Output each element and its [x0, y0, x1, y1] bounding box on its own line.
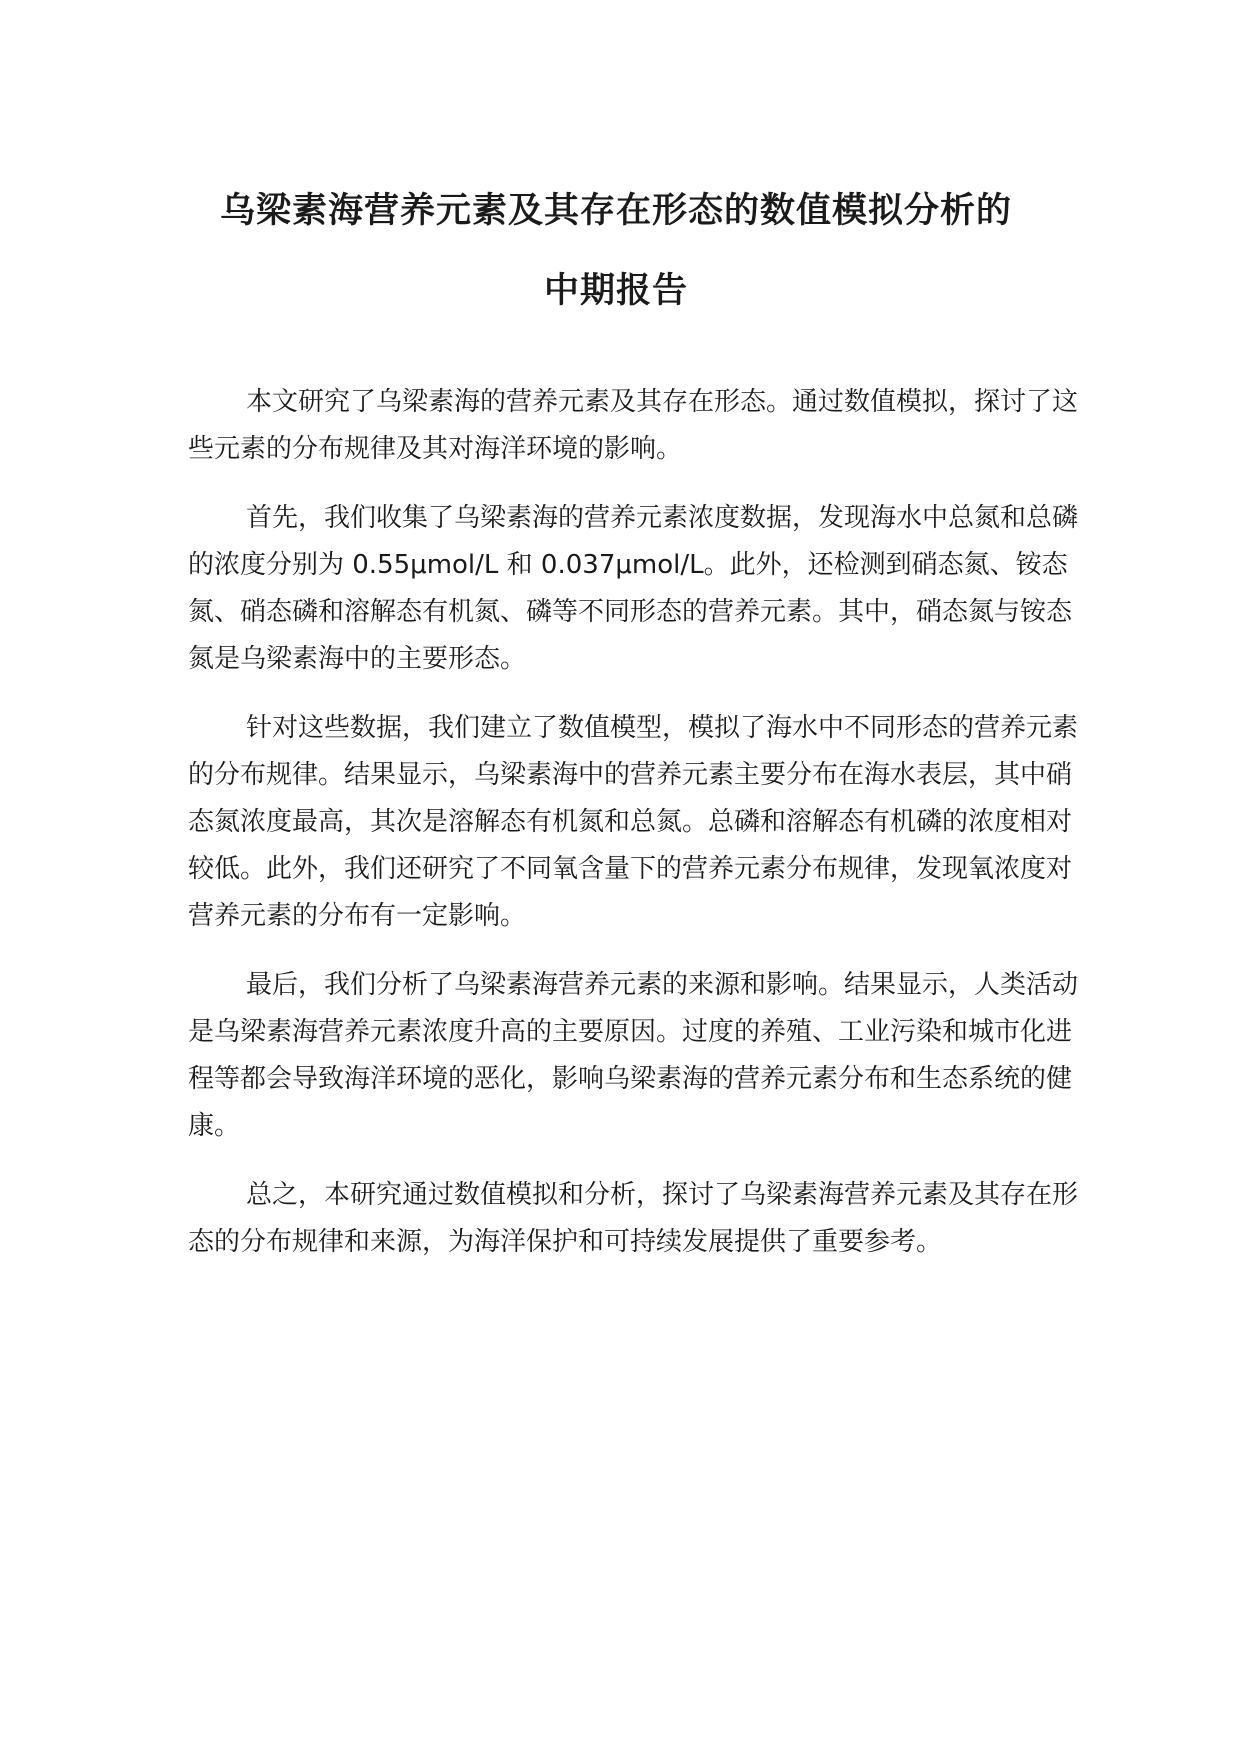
document-title-line-1: 乌梁素海营养元素及其存在形态的数值模拟分析的 — [219, 191, 1012, 231]
document-body — [188, 379, 1088, 1288]
paragraph-intro: 本文研究了乌梁素海的营养元素及其存在形态。通过数值模拟，探讨了这些元素的分布规律及其对海洋环境的影响。 — [188, 387, 1079, 464]
paragraph-sources-impact: 最后，我们分析了乌梁素海营养元素的来源和影响。结果显示，人类活动是乌梁素海营养元素浓度升高的主要原因。过度的养殖、工业污染和城市化进程等都会导致海洋环境的恶化，影响乌梁素海的营养元素分布和生态系统的健康。 — [188, 970, 1079, 1141]
paragraph-data-collection: 首先，我们收集了乌梁素海的营养元素浓度数据，发现海水中总氮和总磷的浓度分别为 0.55μmol/L 和 0.037μmol/L。此外，还检测到硝态氮、铵态氮、硝态磷和溶解态有机氮、磷等不同形态的营养元素。其中，硝态氮与铵态氮是乌梁素海中的主要形态。 — [188, 503, 1079, 674]
document-title-line-2: 中期报告 — [543, 271, 688, 311]
paragraph-numerical-model: 针对这些数据，我们建立了数值模型，模拟了海水中不同形态的营养元素的分布规律。结果显示，乌梁素海中的营养元素主要分布在海水表层，其中硝态氮浓度最高，其次是溶解态有机氮和总氮。总磷和溶解态有机磷的浓度相对较低。此外，我们还研究了不同氧含量下的营养元素分布规律，发现氧浓度对营养元素的分布有一定影响。 — [188, 713, 1079, 931]
paragraph-conclusion: 总之，本研究通过数值模拟和分析，探讨了乌梁素海营养元素及其存在形态的分布规律和来源，为海洋保护和可持续发展提供了重要参考。 — [188, 1180, 1079, 1257]
